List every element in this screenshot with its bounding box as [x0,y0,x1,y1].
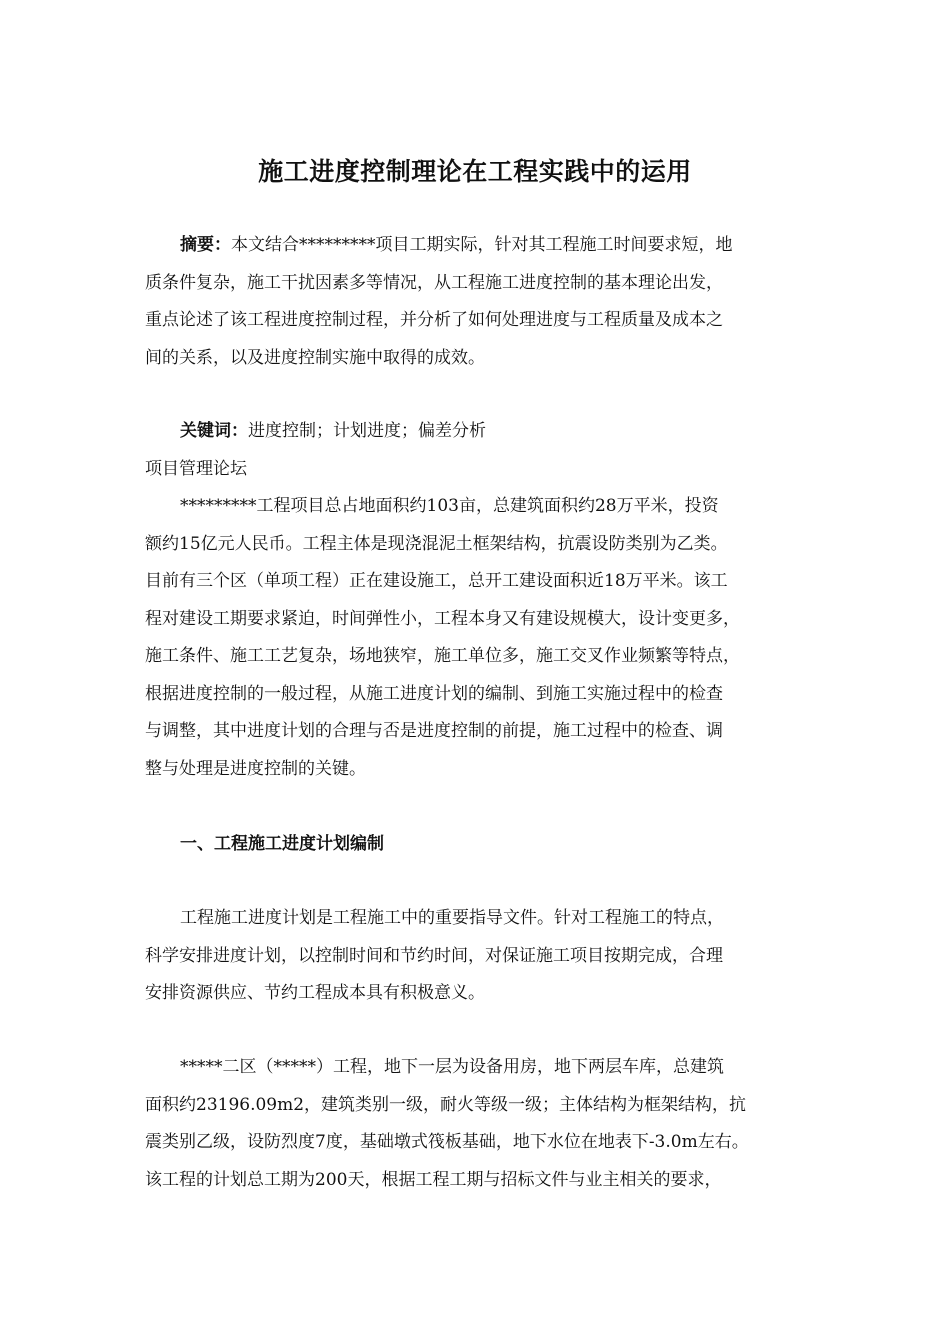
intro-line: 额约15亿元人民币。工程主体是现浇混泥土框架结构，抗震设防类别为乙类。 [145,533,728,554]
keywords-text: 进度控制；计划进度；偏差分析 [248,421,486,441]
intro-line: 根据进度控制的一般过程，从施工进度计划的编制、到施工实施过程中的检查 [145,683,723,704]
forum-label: 项目管理论坛 [145,458,247,479]
intro-paragraph [145,488,820,788]
section1-line: 面积约23196.09m2，建筑类别一级，耐火等级一级；主体结构为框架结构，抗 [145,1094,747,1115]
intro-line: 程对建设工期要求紧迫，时间弹性小，工程本身又有建设规模大，设计变更多， [145,608,740,629]
abstract-paragraph [145,227,820,377]
abstract-text: 本文结合*********项目工期实际，针对其工程施工时间要求短，地 [231,235,733,255]
keywords-label: 关键词： [180,421,248,441]
abstract-line: 质条件复杂，施工干扰因素多等情况，从工程施工进度控制的基本理论出发， [145,272,723,293]
intro-line: 目前有三个区（单项工程）正在建设施工，总开工建设面积近18万平米。该工 [145,571,728,591]
keywords-paragraph [145,413,820,488]
abstract-label: 摘要： [180,235,231,255]
section1-line: 科学安排进度计划，以控制时间和节约时间，对保证施工项目按期完成，合理 [145,945,723,966]
section1-line: 工程施工进度计划是工程施工中的重要指导文件。针对工程施工的特点， [180,908,724,928]
intro-line: 施工条件、施工工艺复杂，场地狭窄，施工单位多，施工交叉作业频繁等特点， [145,646,740,666]
section1-line: 该工程的计划总工期为200天，根据工程工期与招标文件与业主相关的要求， [145,1169,722,1190]
section1-paragraph-2 [145,1049,820,1199]
abstract-line: 重点论述了该工程进度控制过程，并分析了如何处理进度与工程质量及成本之 [145,310,723,330]
abstract-line: 间的关系，以及进度控制实施中取得的成效。 [145,347,485,368]
section-heading: 一、工程施工进度计划编制 [180,834,384,854]
section1-paragraph-1 [145,900,820,1013]
section1-line: 震类别乙级，设防烈度7度，基础墩式筏板基础，地下水位在地表下-3.0m左右。 [145,1132,749,1152]
keywords-line [145,413,820,451]
intro-line: 与调整，其中进度计划的合理与否是进度控制的前提，施工过程中的检查、调 [145,721,723,741]
intro-line: 整与处理是进度控制的关键。 [145,758,366,779]
section1-line: *****二区（*****）工程，地下一层为设备用房，地下两层车库，总建筑 [180,1057,724,1077]
section1-line: 安排资源供应、节约工程成本具有积极意义。 [145,983,485,1003]
document-title: 施工进度控制理论在工程实践中的运用 [258,157,692,186]
abstract-line [145,227,820,265]
intro-line: *********工程项目总占地面积约103亩，总建筑面积约28万平米，投资 [180,496,719,516]
